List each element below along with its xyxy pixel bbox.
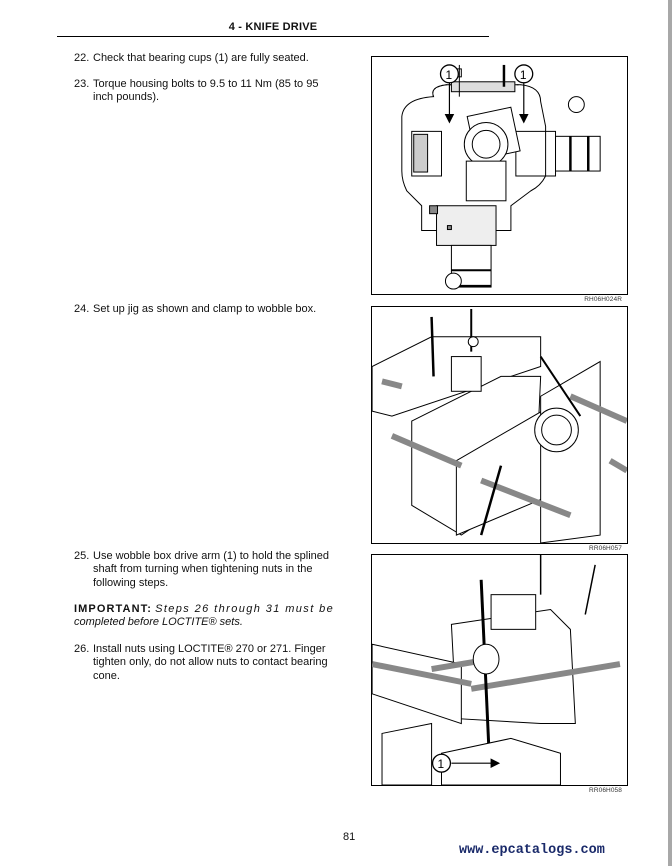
figure-bearing-cross-section	[371, 56, 628, 295]
step-26	[74, 643, 336, 683]
important-label: IMPORTANT:	[74, 603, 153, 615]
step-22	[74, 52, 336, 65]
step-number: 25.	[74, 550, 90, 562]
cross-section-drawing	[372, 57, 627, 294]
figure-jig-setup	[371, 306, 628, 544]
step-25	[74, 550, 336, 590]
step-number: 26.	[74, 643, 90, 655]
step-23	[74, 78, 336, 105]
step-24	[74, 303, 336, 316]
watermark-link[interactable]: www.epcatalogs.com	[459, 843, 605, 858]
header-rule	[57, 36, 489, 37]
step-text: Check that bearing cups (1) are fully seated.	[93, 52, 309, 64]
step-number: 22.	[74, 52, 90, 64]
figure-label: RR06H058	[589, 787, 622, 794]
step-text: Set up jig as shown and clamp to wobble box.	[93, 303, 317, 315]
important-note	[74, 603, 336, 630]
page-number: 81	[343, 831, 356, 843]
svg-text:1: 1	[519, 67, 527, 82]
figure-drive-arm	[371, 554, 628, 786]
vertical-scrollbar[interactable]	[668, 0, 672, 866]
callout-1-drive-arm	[433, 754, 451, 772]
svg-text:1: 1	[445, 67, 453, 82]
drive-arm-drawing	[372, 555, 627, 785]
callout-1-right	[515, 65, 533, 83]
callout-1-left	[440, 65, 458, 83]
figure-label: RH06H024R	[584, 296, 622, 303]
step-number: 23.	[74, 78, 90, 90]
important-text: Steps 26 through 31 must be	[155, 603, 335, 615]
figure-label: RR06H057	[589, 545, 622, 552]
step-text: Install nuts using LOCTITE® 270 or 271. Finger tighten only, do not allow nuts to contact bearing cone.	[93, 643, 328, 682]
step-text: Torque housing bolts to 9.5 to 11 Nm (85 to 95 inch pounds).	[93, 78, 319, 104]
section-title: 4 - KNIFE DRIVE	[228, 21, 318, 33]
step-text: Use wobble box drive arm (1) to hold the splined shaft from turning when tightening nuts in the following steps.	[93, 550, 330, 589]
step-number: 24.	[74, 303, 90, 315]
jig-drawing	[372, 307, 627, 543]
svg-text:1: 1	[437, 757, 445, 772]
important-text-cont: completed before LOCTITE® sets.	[74, 616, 243, 629]
